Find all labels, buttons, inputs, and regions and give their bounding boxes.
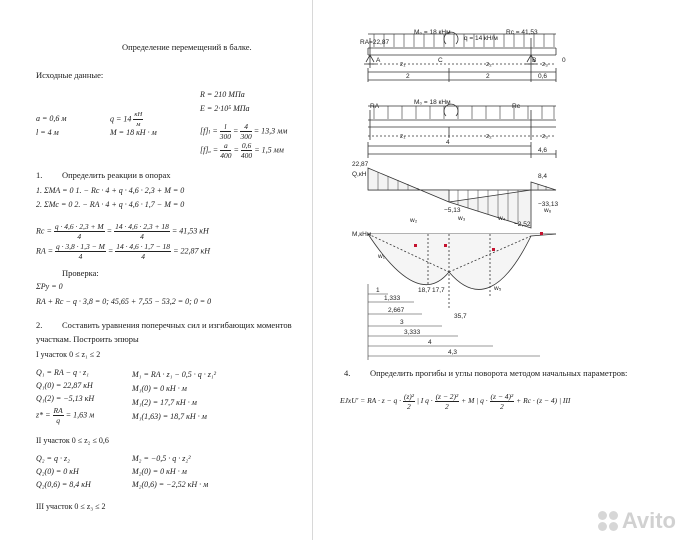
beam1-dim-2b: 2 — [486, 73, 490, 80]
beam1-ra-label: RA=22,87 — [360, 39, 390, 46]
dim-3333: 3,333 — [404, 329, 421, 336]
p1-q-eq: Q₁ = RA − q · z₁ — [36, 368, 89, 377]
beam1-point-a: A — [376, 57, 381, 64]
beam1-dim-06: 0,6 — [538, 73, 548, 80]
part-2-header: II участок 0 ≤ z₂ ≤ 0,6 — [36, 436, 109, 445]
section-2-number: 2. — [36, 320, 43, 330]
given-M: M = 18 кН · м — [110, 128, 157, 137]
m-value-252: −2,52 — [514, 221, 531, 228]
p2-m-0: M₂(0) = 0 кН · м — [132, 467, 187, 476]
p2-m-eq: M₂ = −0,5 · q · z₂² — [132, 454, 191, 463]
dim-1333: 1,333 — [384, 295, 401, 302]
deflection-limit-a: [f]ₐ = $\frac{a}{400}$ = $\frac{0,6}{400}$ = 1,5 мм — [200, 141, 284, 160]
area-w4: w₄ — [498, 215, 506, 222]
beam2-rc-label: Rc — [512, 103, 520, 110]
avito-watermark — [598, 508, 676, 534]
reaction-eq-2: 2. ΣMc = 0 2. − RA · 4 + q · 4,6 · 1,7 − M = 0 — [36, 200, 185, 209]
m-value-187: 18,7 — [418, 287, 431, 294]
given-header: Исходные данные: — [36, 70, 104, 80]
avito-logo-icon — [598, 511, 618, 531]
area-w1: w₁ — [378, 253, 385, 260]
q-axis-label: Q,кН — [352, 171, 367, 178]
section-2-title-cont: участкам. Построить эпюры — [36, 334, 139, 344]
section-2-title: Составить уравнения поперечных сил и изгибающих моментов — [62, 320, 292, 330]
beam1-point-o: 0 — [562, 57, 566, 64]
q-value-3313: −33,13 — [538, 201, 559, 208]
given-l: l = 4 м — [36, 128, 59, 137]
beam1-rc-label: Rc = 41,53 — [506, 29, 538, 36]
p1-q-2: Q₁(2) = −5,13 кН — [36, 394, 95, 403]
dim-4: 4 — [428, 339, 432, 346]
beam-diagrams — [318, 0, 684, 540]
p2-m-06: M₂(0,6) = −2,52 кН · м — [132, 480, 209, 489]
beam1-z1: z₁ — [400, 61, 406, 68]
p1-m-163: M₁(1,63) = 18,7 кН · м — [132, 412, 207, 421]
given-R: R = 210 МПа — [200, 90, 245, 99]
reaction-eq-1: 1. ΣMA = 0 1. − Rc · 4 + q · 4,6 · 2,3 + M = 0 — [36, 186, 185, 195]
right-page — [318, 0, 684, 540]
check-title: Проверка: — [62, 268, 99, 278]
q-value-513: −5,13 — [444, 207, 461, 214]
watermark-text: Avito — [621, 508, 676, 533]
beam2-z3: z₃ — [542, 133, 548, 140]
m-value-357: 35,7 — [454, 313, 467, 320]
part-3-header: III участок 0 ≤ z₃ ≤ 2 — [36, 502, 106, 511]
reaction-ra: RA = $\frac{q \cdot 3,8 \cdot 1,3 - M}{4}$ = $\frac{14 \cdot 4,6 \cdot 1,7 - 18}{4}$ = 22,87 кН — [36, 242, 210, 261]
p2-q-06: Q₂(0,6) = 8,4 кН — [36, 480, 91, 489]
slope-formula: EJxU' = RA · z − q · $\frac{\text{(z)²}}{2}$ | I q · $\frac{\text{(z − 2)²}}{2}$ + M | q · $\frac{\text{(z − 4)²}}{2}$ + Rc · (z − 4) | III — [340, 392, 571, 411]
dim-2667: 2,667 — [388, 307, 405, 314]
given-q: q = 14 $\frac{кН}{м}$ — [110, 111, 143, 128]
page-title: Определение перемещений в балке. — [122, 42, 252, 52]
deflection-limit-l: [f]ₗ = $\frac{l}{300}$ = $\frac{4}{300}$ = 13,3 мм — [200, 122, 288, 141]
p1-m-2: M₁(2) = 17,7 кН · м — [132, 398, 197, 407]
p1-q-0: Q₁(0) = 22,87 кН — [36, 381, 93, 390]
dim-3: 3 — [400, 319, 404, 326]
p2-q-0: Q₂(0) = 0 кН — [36, 467, 79, 476]
beam2-ra-label: RA — [370, 103, 380, 110]
section-1-number: 1. — [36, 170, 43, 180]
section-1-title: Определить реакции в опорах — [62, 170, 171, 180]
p1-m-0: M₁(0) = 0 кН · м — [132, 384, 187, 393]
left-page — [0, 0, 313, 540]
beam2-dim-46: 4,6 — [538, 147, 548, 154]
beam-2 — [368, 104, 556, 158]
area-w3: w₃ — [458, 215, 466, 222]
beam1-q-label: q = 14 кН/м — [464, 35, 498, 42]
m-axis-label: M,кНм — [352, 231, 372, 238]
area-w5: w₅ — [494, 285, 502, 292]
beam1-point-c: C — [438, 57, 443, 64]
check-line-2: RA + Rc − q · 3,8 = 0; 45,65 + 7,55 − 53,2 = 0; 0 = 0 — [36, 297, 212, 306]
beam2-z2: z₂ — [486, 133, 492, 140]
p1-z-star: z* = $\frac{RA}{q}$ = 1,63 м — [36, 406, 95, 425]
m-value-177: 17,7 — [432, 287, 445, 294]
beam-1 — [364, 32, 556, 82]
area-w2: w₂ — [410, 217, 418, 224]
beam2-dim-4: 4 — [446, 139, 450, 146]
beam1-z2: z₂ — [486, 61, 492, 68]
q-value-top: 22,87 — [352, 161, 369, 168]
beam2-moment-label: M₀ = 18 кНм — [414, 99, 451, 106]
beam1-z3: z₃ — [542, 61, 548, 68]
section-4-number: 4. — [344, 368, 351, 378]
q-value-84: 8,4 — [538, 173, 548, 180]
p2-q-eq: Q₂ = q · z₂ — [36, 454, 70, 463]
p1-m-eq: M₁ = RA · z₁ − 0,5 · q · z₁² — [132, 370, 217, 379]
beam2-z1: z₁ — [400, 133, 406, 140]
section-4-title: Определить прогибы и углы поворота методом начальных параметров: — [370, 368, 628, 378]
beam1-dim-2a: 2 — [406, 73, 410, 80]
reaction-rc: Rc = $\frac{q \cdot 4,6 \cdot 2,3 + M}{4}$ = $\frac{14 \cdot 4,6 \cdot 2,3 + 18}{4}$ = 41,53 кН — [36, 222, 209, 241]
beam1-moment-label: M₀ = 18 кНм — [414, 29, 451, 36]
dim-1: 1 — [376, 287, 380, 294]
dim-43: 4,3 — [448, 349, 458, 356]
beam1-point-b: B — [532, 57, 537, 64]
given-a: a = 0,6 м — [36, 114, 67, 123]
check-line-1: ΣPy = 0 — [36, 282, 63, 291]
given-E: E = 2·10⁵ МПа — [200, 104, 250, 113]
area-w6: w₆ — [544, 207, 552, 214]
part-1-header: I участок 0 ≤ z₁ ≤ 2 — [36, 350, 101, 359]
